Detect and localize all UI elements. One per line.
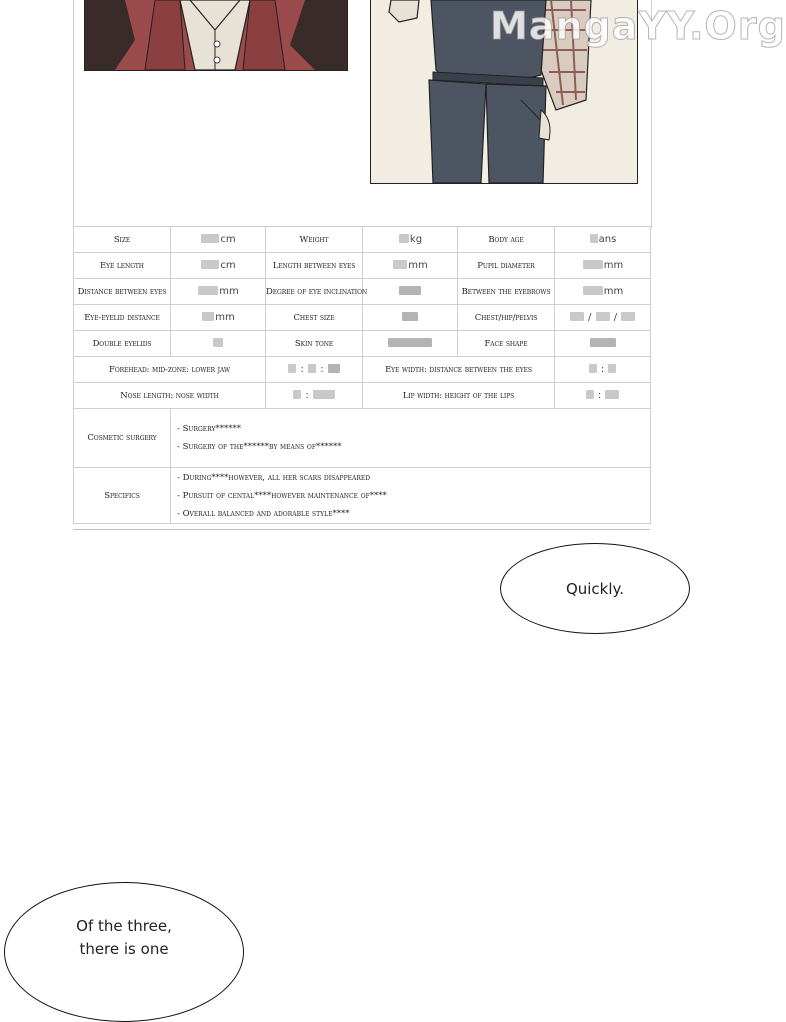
value-weight: kg	[363, 227, 458, 253]
label-weight: Weight	[266, 227, 363, 253]
table-row	[74, 227, 651, 253]
value-between-eyebrows: mm	[555, 279, 651, 305]
table-row	[74, 409, 651, 468]
value-lip-ratio: :	[555, 383, 651, 409]
table-row	[74, 331, 651, 357]
list-cosmetic-surgery	[171, 409, 651, 468]
label-nose-length-width: Nose length: nose width	[74, 383, 266, 409]
table-row	[74, 305, 651, 331]
list-item: - During****however, all her scars disappeared	[177, 472, 371, 483]
label-body-age: Body age	[458, 227, 555, 253]
table-row	[74, 279, 651, 305]
table-row	[74, 253, 651, 279]
value-forehead-ratio: : :	[266, 357, 363, 383]
label-skin-tone: Skin tone	[266, 331, 363, 357]
label-chest-hip-pelvis: Chest/hip/pelvis	[458, 305, 555, 331]
speech-text-line1: Of the three,	[76, 917, 172, 935]
value-eye-length: cm	[171, 253, 266, 279]
value-nose-ratio: :	[266, 383, 363, 409]
table-row	[74, 357, 651, 383]
list-specifics	[171, 468, 651, 524]
panel-character-top	[84, 0, 348, 71]
label-between-eyebrows: Between the eyebrows	[458, 279, 555, 305]
speech-text-line2: there is one	[79, 940, 169, 958]
value-length-between-eyes: mm	[363, 253, 458, 279]
divider	[73, 529, 650, 530]
list-item: - Pursuit of cental****however maintenance of****	[177, 490, 387, 501]
list-item: - Overall balanced and adorable style****	[177, 508, 350, 519]
label-eye-width-distance: Eye width: distance between the eyes	[363, 357, 555, 383]
value-size: cm	[171, 227, 266, 253]
label-eye-eyelid-distance: Eye-eyelid distance	[74, 305, 171, 331]
label-distance-between-eyes: Distance between eyes	[74, 279, 171, 305]
label-length-between-eyes: Length between eyes	[266, 253, 363, 279]
label-specifics: Specifics	[74, 468, 171, 524]
value-distance-between-eyes: mm	[171, 279, 266, 305]
label-size: Size	[74, 227, 171, 253]
value-double-eyelids	[171, 331, 266, 357]
label-lip-width-height: Lip width: height of the lips	[363, 383, 555, 409]
value-chest-size	[363, 305, 458, 331]
value-chest-hip-pelvis: / /	[555, 305, 651, 331]
label-pupil-diameter: Pupil diameter	[458, 253, 555, 279]
speech-bubble-three	[4, 882, 244, 1022]
label-cosmetic-surgery: Cosmetic surgery	[74, 409, 171, 468]
label-double-eyelids: Double eyelids	[74, 331, 171, 357]
value-pupil-diameter: mm	[555, 253, 651, 279]
table-row	[74, 468, 651, 524]
label-face-shape: Face shape	[458, 331, 555, 357]
value-eye-eyelid-distance: mm	[171, 305, 266, 331]
speech-text: Quickly.	[565, 579, 625, 598]
value-skin-tone	[363, 331, 458, 357]
table-row	[74, 383, 651, 409]
value-body-age: ans	[555, 227, 651, 253]
label-chest-size: Chest size	[266, 305, 363, 331]
character-illustration-left	[85, 0, 347, 70]
value-degree-eye-inclination	[363, 279, 458, 305]
label-degree-eye-inclination: Degree of eye inclination	[266, 279, 363, 305]
speech-bubble-quickly	[500, 543, 690, 634]
character-spec-table	[73, 226, 651, 524]
label-eye-length: Eye length	[74, 253, 171, 279]
label-forehead-midzone-lowerjaw: Forehead: mid-zone: lower jaw	[74, 357, 266, 383]
value-eye-width-ratio: :	[555, 357, 651, 383]
watermark: MangaYY.Org	[490, 4, 786, 48]
list-item: - Surgery of the******by means of******	[177, 442, 342, 452]
value-face-shape	[555, 331, 651, 357]
list-item: - Surgery******	[177, 424, 241, 434]
